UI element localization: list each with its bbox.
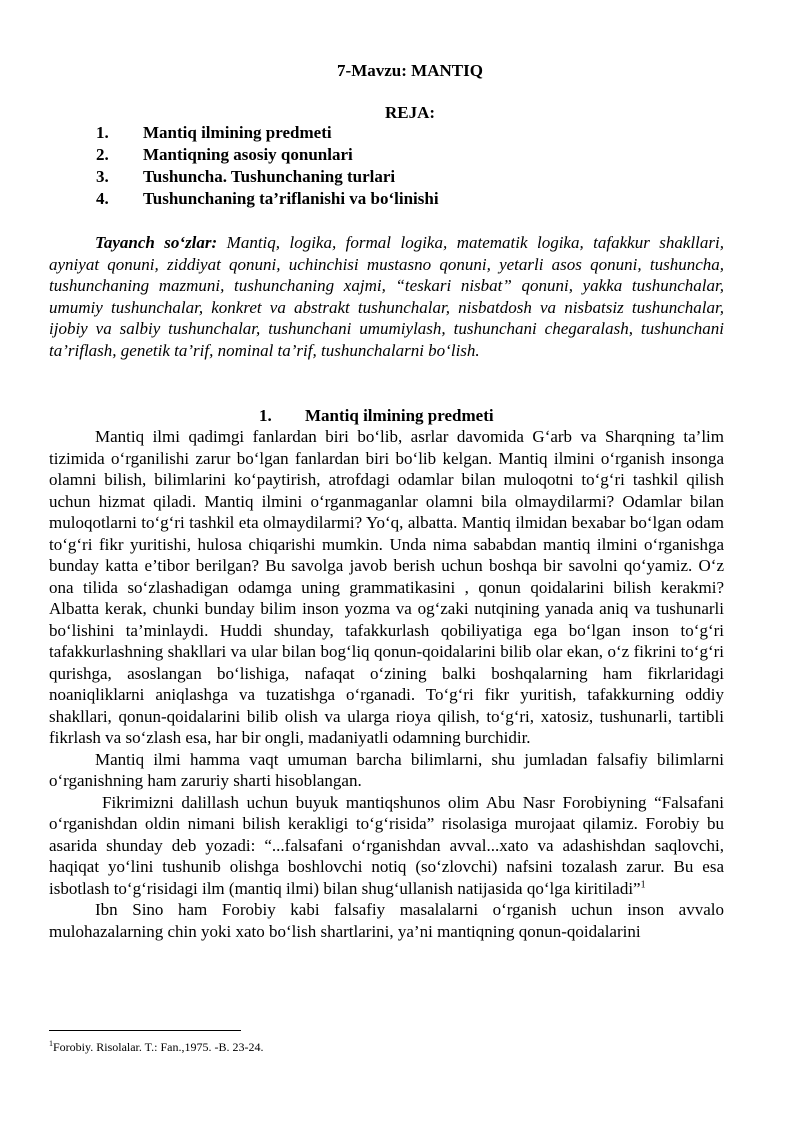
footnote-text: Forobiy. Risolalar. T.: Fan.,1975. -B. 23-24. — [53, 1040, 264, 1054]
plan-list — [96, 122, 439, 210]
plan-item — [96, 166, 439, 188]
keywords-text: Mantiq, logika, formal logika, matematik logika, tafakkur shakllari, ayniyat qonuni, ziddiyat qonuni, uchinchisi mustasno qonuni, yetarli asos qonuni, tushuncha, tushunchaning mazmuni, tushunchaning xajmi, “teskari nisbat” qonuni, yakka tushunchalar, umumiy tushunchalar, konkret va abstrakt tushunchalar, nisbatdosh va nisbatsiz tushunchalar, ijobiy va salbiy tushunchalar, tushunchani umumiylash, tushunchani chegaralash, tushunchani ta’riflash, genetik ta’rif, nominal ta’rif, tushunchalarni bo‘lish. — [49, 233, 724, 360]
plan-item-number: 4. — [96, 189, 109, 208]
body-paragraph: Ibn Sino ham Forobiy kabi falsafiy masalalarni o‘rganish uchun inson avvalo mulohazalarning chin yoki xato bo‘lish shartlarini, ya’ni mantiqning qonun-qoidalarini — [49, 900, 724, 941]
keywords-paragraph — [49, 232, 724, 361]
body-paragraph: Mantiq ilmi hamma vaqt umuman barcha bilimlarni, shu jumladan falsafiy bilimlarni o‘rganishning ham zaruriy sharti hisoblangan. — [49, 749, 724, 790]
footnote-reference: 1 — [640, 878, 646, 890]
plan-item-text: Mantiqning asosiy qonunlari — [143, 145, 353, 164]
section-title: Mantiq ilmining predmeti — [305, 406, 494, 425]
plan-item-text: Tushuncha. Tushunchaning turlari — [143, 167, 396, 186]
plan-item-number: 2. — [96, 145, 109, 164]
footnote-mark: 1 — [49, 1039, 53, 1048]
plan-item — [96, 144, 439, 166]
body-paragraph-text: Fikrimizni dalillash uchun buyuk mantiqshunos olim Abu Nasr Forobiyning “Falsafani o‘rganishdan oldin nimani bilish kerakligi to‘g‘risida” risolasiga murojaat qilamiz. Forobiy bu asarida shunday deb yozadi: “...falsafani o‘rganishdan avval...xato va adashishdan saqlovchi, haqiqat yo‘lini tushunib olishga boshlovchi notiq (so‘zlovchi) nafsini tozalash zarur. Bu esa isbotlash to‘g‘risidagi ilm (mantiq ilmi) bilan shug‘ullanish natijasida qo‘lga kiritiladi” — [49, 792, 724, 898]
plan-heading: REJA: — [384, 103, 436, 122]
plan-item — [96, 122, 439, 144]
body-paragraph: Mantiq ilmi qadimgi fanlardan biri bo‘lib, asrlar davomida G‘arb va Sharqning ta’lim tizimida o‘rganilishi zarur bo‘lgan fanlardan biri bo‘lib kelgan. Mantiq ilmini o‘rganish insonga olamni bilish, bilimlarini ko‘paytirish, atrofdagi odamlar bilan muloqotni to‘g‘ri tashkil qilish uchun hizmat qiladi. Mantiq ilmini o‘rganmaganlar olamni bila olmaydilarmi? Odamlar bilan muloqotlarni to‘g‘ri tashkil eta olmaydilarmi? Yo‘q, albatta. Mantiq ilmidan bexabar bo‘lgan odam to‘g‘ri fikr yuritishi, hulosa chiqarishi mumkin. Unda nima sababdan mantiq ilmini o‘rganishga bunday katta e’tibor berilgan? Bu savolga javob berish uchun boshqa bir savolni qo‘yamiz. O‘z ona tilida so‘zlashadigan odamga uning grammatikasini , qonun qoidalarini bilish kerakmi? Albatta kerak, chunki bunday bilim inson yozma va og‘zaki nutqining yanada aniq va tushunarli bo‘lishini ta’minlaydi. Huddi shunday, tafakkurlash qobiliyatiga ega bo‘lgan inson to‘g‘ri tafakkurlashning shakllari va ular bilan bog‘liq qonun-qoidalarini bilib olar ekan, o‘z fikrini to‘g‘ri qurishga, asoslangan bo‘lishiga, nafaqat o‘zining balki boshqalarning ham fikrlaridagi noaniqliklarni aniqlashga va tuzatishga o‘rganadi. To‘g‘ri fikr yuritish, tafakkurning oddiy shakllari, qonun-qoidalarini bilib olish va ularga rioya qilish, to‘g‘ri, xatosiz, tushunarli, tartibli fikrlash va so‘zlash esa, har bir ongli, madaniyatli odamning burchidir. — [49, 427, 724, 747]
footnote-separator — [49, 1030, 241, 1031]
body-paragraph — [49, 792, 724, 900]
section-body — [49, 426, 724, 942]
keywords-label: Tayanch so‘zlar: — [95, 233, 218, 252]
plan-item-text: Mantiq ilmining predmeti — [143, 123, 332, 142]
plan-item-number: 3. — [96, 167, 109, 186]
section-number: 1. — [259, 406, 272, 425]
footnote — [49, 1040, 263, 1055]
document-title: 7-Mavzu: MANTIQ — [337, 61, 483, 80]
section-heading — [259, 405, 494, 427]
plan-item-text: Tushunchaning ta’riflanishi va bo‘linishi — [143, 189, 439, 208]
plan-item-number: 1. — [96, 123, 109, 142]
plan-item — [96, 188, 439, 210]
